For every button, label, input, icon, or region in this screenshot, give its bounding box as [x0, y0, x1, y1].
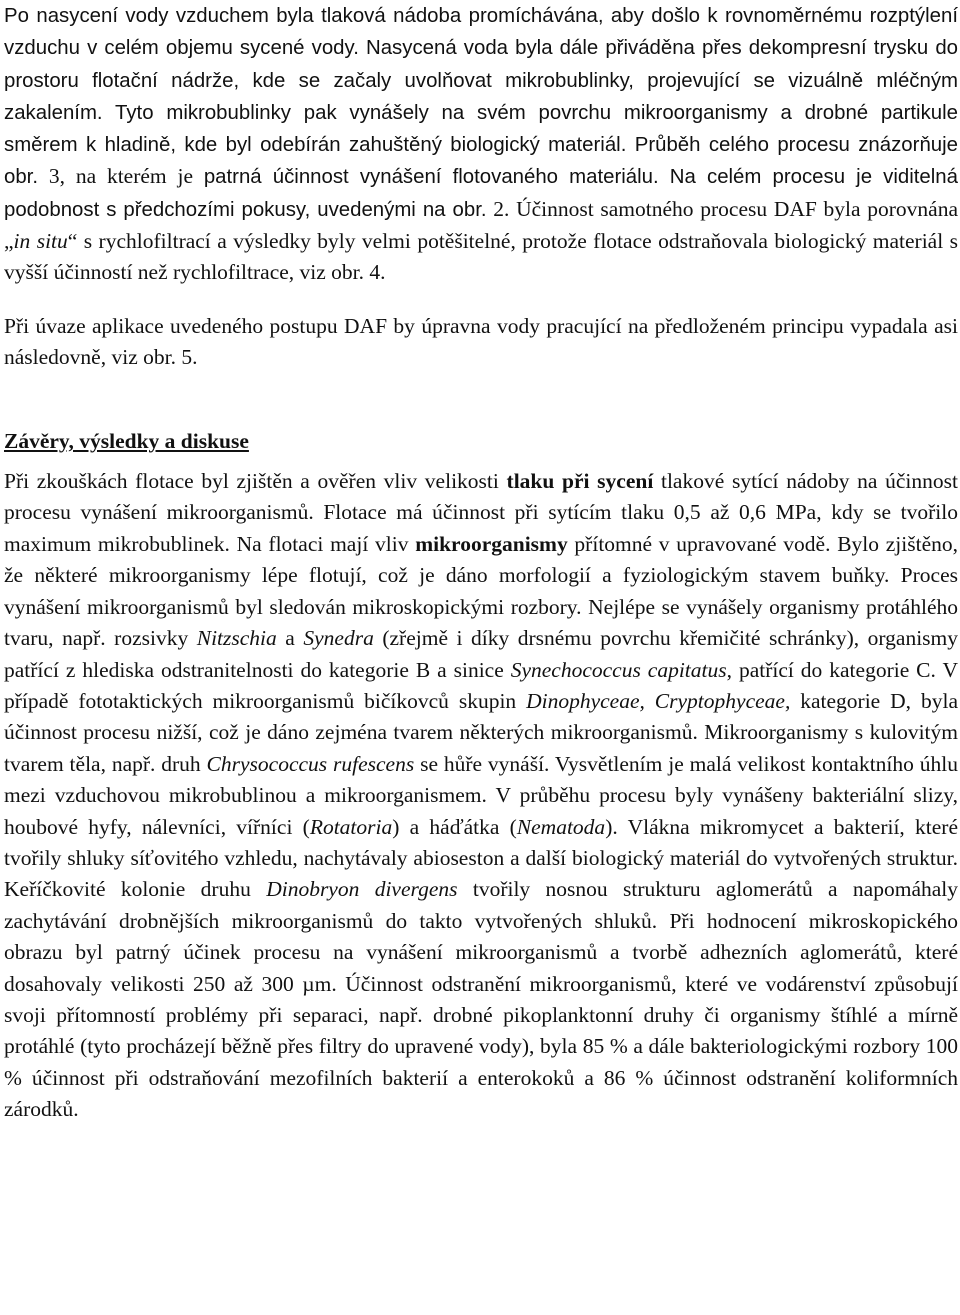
document-page	[4, 0, 958, 1126]
italic-term: Nematoda	[516, 814, 606, 839]
paragraph-text: kategorie D, byla účinnost procesu nižší, což je dáno zejména tvarem některých mikroorganismů. Mikroorganismy s kulovitým tvarem těla, např. druh	[4, 688, 958, 776]
paragraph-text: “ s rychlofiltrací a výsledky byly velmi potěšitelné, protože flotace odstraňovala biologický materiál s vyšší účinností než rychlofiltrace, viz obr. 4.	[4, 229, 959, 285]
italic-term: Synechococcus capitatus	[510, 657, 727, 682]
paragraph-text: Po nasycení vody vzduchem byla tlaková nádoba promíchávána, aby došlo k rovnoměrnému rozptýlení vzduchu v celém objemu sycené vody. Nasycená voda byla dále přiváděna přes dekompresní trysku do prostoru flotační nádrže, kde se začaly uvolňovat mikrobublinky, projevující se vizuálně mléčným zakalením. Tyto mikrobublinky pak vynášely na svém povrchu mikroorganismy a drobné partikule směrem k hladině, kde byl odebírán zahuštěný biologický materiál. Průběh celého procesu znázorňuje obr.	[4, 5, 958, 189]
paragraph-text: 2. Účinnost samotného procesu DAF byla porovnána „	[4, 196, 958, 254]
paragraph-text: se hůře vynáší. Vysvětlením je malá velikost kontaktního úhlu mezi vzduchovou mikrobublinou a mikroorganismem. V průběhu procesu byly vynášeny bakteriální slizy, houbové hyfy, nálevníci, vířníci (	[4, 751, 958, 839]
spacer	[4, 373, 958, 426]
italic-term: Rotatoria	[309, 814, 393, 839]
section-heading: Závěry, výsledky a diskuse	[4, 429, 249, 454]
italic-term: Dinophyceae, Cryptophyceae,	[526, 688, 791, 713]
paragraph-text: přítomné v upravované vodě. Bylo zjištěno, že některé mikroorganismy lépe flotují, což je dáno morfologií a fyziologickým stavem buňky. Proces vynášení mikroorganismů byl sledován mikroskopickými rozbory. Nejlépe se vynášely organismy protáhlého tvaru, např. rozsivky	[4, 531, 958, 651]
paragraph-text: ). Vlákna mikromycet a bakterií, které tvořily shluky síťovitého vzhledu, nachytávaly abioseston a další biologický materiál do vytvořených struktur. Keříčkovité kolonie druhu	[4, 814, 959, 902]
paragraph-text: a	[276, 626, 304, 651]
italic-term: Chrysococcus rufescens	[206, 751, 415, 776]
italic-term: in situ	[13, 229, 68, 254]
paragraph-text: , patřící do kategorie C. V případě fototaktických mikroorganismů bičíkovců skupin	[4, 657, 958, 713]
paragraph-process-description	[4, 0, 958, 289]
spacer	[4, 289, 958, 311]
paragraph-text: patrná účinnost vynášení flotovaného materiálu. Na celém procesu je viditelná podobnost s předchozími pokusy, uvedenými na obr.	[4, 166, 958, 221]
paragraph-text: ) a háďátka (	[392, 814, 517, 839]
italic-term: Nitzschia	[196, 626, 277, 651]
italic-term: Synedra	[303, 626, 374, 651]
italic-term: Dinobryon divergens	[266, 877, 458, 902]
paragraph-daf-application: Při úvaze aplikace uvedeného postupu DAF by úpravna vody pracující na předloženém principu vypadala asi následovně, viz obr. 5.	[4, 313, 958, 369]
paragraph-conclusions	[4, 466, 958, 1126]
paragraph-text: 3, na kterém je	[38, 164, 204, 189]
bold-term: tlaku při sycení	[506, 469, 654, 494]
paragraph-text: (zřejmě i díky drsnému povrchu křemičité schránky), organismy patřící z hlediska odstranitelnosti do kategorie B a sinice	[4, 626, 959, 682]
paragraph-text: tlakové sytící nádoby na účinnost procesu vynášení mikroorganismů. Flotace má účinnost při sytícím tlaku 0,5 až 0,6 MPa, kdy se tvořilo maximum mikrobublinek. Na flotaci mají vliv	[4, 469, 958, 556]
paragraph-text: tvořily nosnou strukturu aglomerátů a napomáhaly zachytávání drobnějších mikroorganismů do takto vytvořených shluků. Při hodnocení mikroskopického obrazu byl patrný účinek procesu na vynášení mikroorganismů a tvorbě adhezních aglomerátů, které dosahovaly velikosti 250 až 300 µm. Účinnost odstranění mikroorganismů, které ve vodárenství způsobují svoji přítomností problémy při separaci, např. drobné pikoplanktonní druhy či organismy štíhlé a mírně protáhlé (tyto procházejí běžně přes filtry do upravené vody), byla 85 % a dále bakteriologickými rozbory 100 % účinnost při odstraňování mezofilních bakterií a enterokoků a 86 % účinnost odstranění koliformních zárodků.	[4, 877, 959, 1122]
bold-term: mikroorganismy	[415, 531, 568, 556]
paragraph-text: Při zkouškách flotace byl zjištěn a ověřen vliv velikosti	[4, 469, 507, 494]
